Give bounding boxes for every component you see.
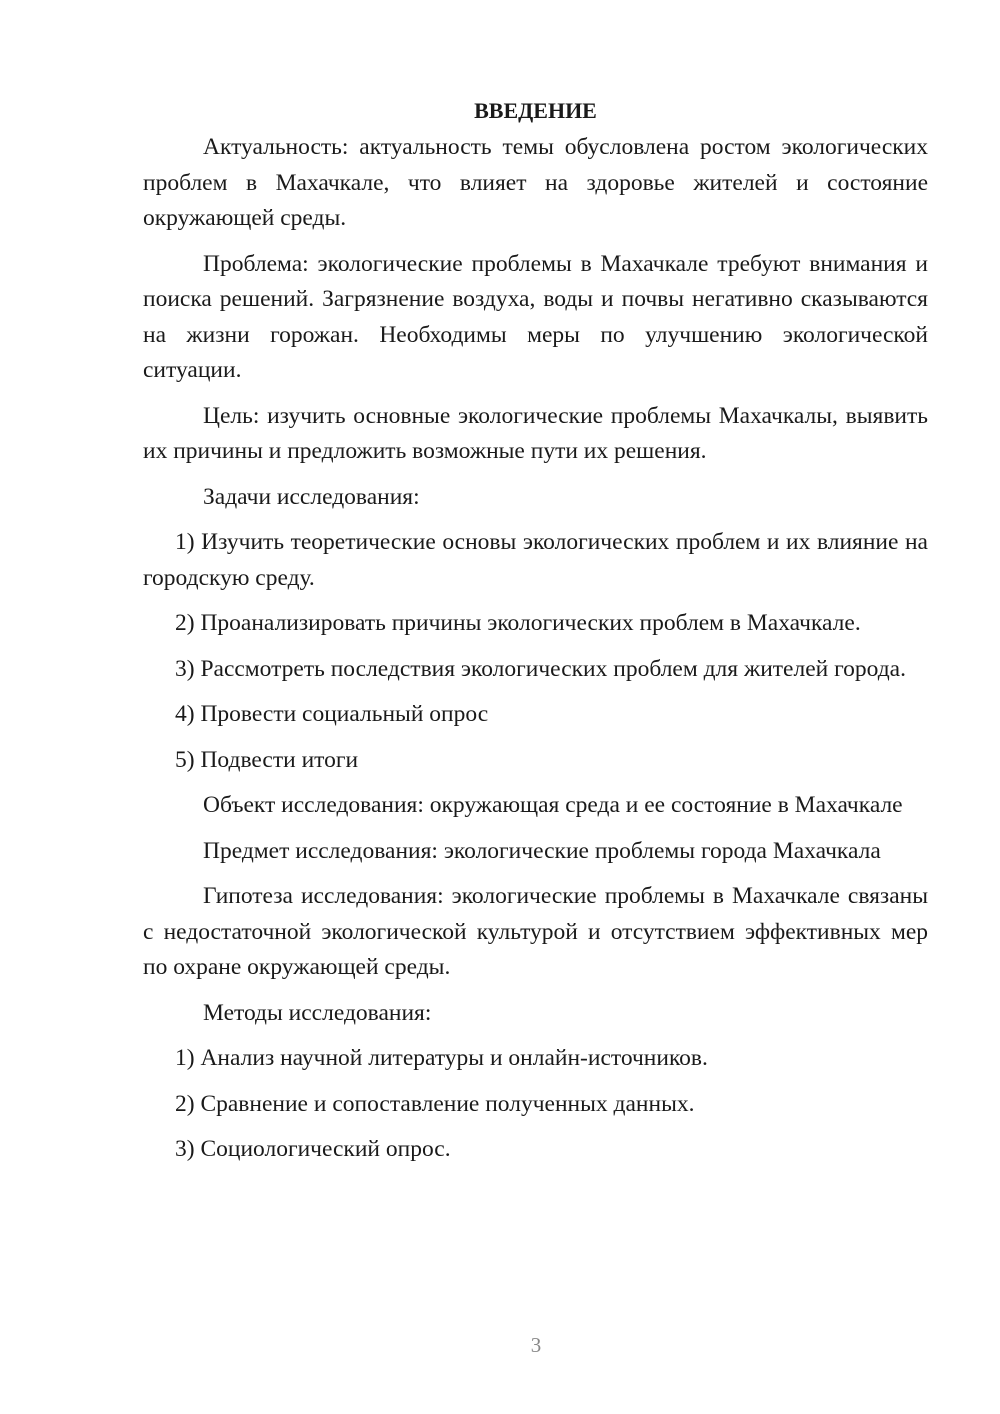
page-content	[143, 93, 928, 1178]
methods-title: Методы исследования:	[203, 999, 432, 1026]
task-item-3: 3) Рассмотреть последствия экологических проблем для жителей города.	[175, 655, 906, 682]
page-number: 3	[530, 1333, 542, 1357]
object-paragraph: Объект исследования: окружающая среда и ее состояние в Махачкале	[203, 792, 903, 818]
tasks-title: Задачи исследования:	[203, 483, 420, 510]
task-item-2: 2) Проанализировать причины экологических проблем в Махачкале.	[175, 610, 861, 636]
task-item-4: 4) Провести социальный опрос	[175, 701, 489, 727]
method-item-3: 3) Социологический опрос.	[175, 1136, 451, 1162]
page-title: ВВЕДЕНИЕ	[474, 98, 597, 123]
relevance-paragraph: Актуальность: актуальность темы обусловлена ростом экологических проблем в Махачкале, что влияет на здоровье жителей и состояние окружающей среды.	[143, 134, 928, 231]
task-item-5: 5) Подвести итоги	[175, 746, 359, 773]
goal-paragraph: Цель: изучить основные экологические проблемы Махачкалы, выявить их причины и предложить возможные пути их решения.	[143, 402, 928, 464]
method-item-1: 1) Анализ научной литературы и онлайн-источников.	[175, 1045, 708, 1071]
subject-paragraph: Предмет исследования: экологические проблемы города Махачкала	[203, 837, 881, 864]
hypothesis-paragraph: Гипотеза исследования: экологические проблемы в Махачкале связаны с недостаточной экологической культурой и отсутствием эффективных мер по охране окружающей среды.	[143, 883, 928, 980]
problem-paragraph: Проблема: экологические проблемы в Махачкале требуют внимания и поиска решений. Загрязнение воздуха, воды и почвы негативно сказываются на жизни горожан. Необходимы меры по улучшению экологической ситуации.	[143, 250, 928, 383]
method-item-2: 2) Сравнение и сопоставление полученных данных.	[175, 1090, 695, 1117]
task-item-1: 1) Изучить теоретические основы экологических проблем и их влияние на городскую среду.	[143, 529, 928, 591]
